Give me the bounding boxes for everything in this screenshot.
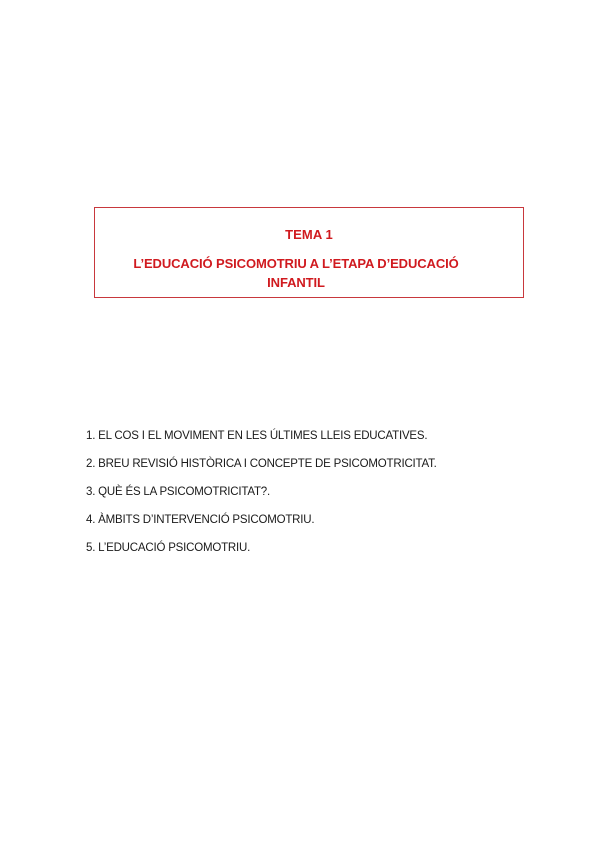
toc-item: 4. ÀMBITS D’INTERVENCIÓ PSICOMOTRIU. [86, 514, 315, 526]
chapter-number: TEMA 1 [285, 227, 333, 242]
toc-item: 3. QUÈ ÉS LA PSICOMOTRICITAT?. [86, 486, 271, 498]
title-box [94, 207, 524, 298]
chapter-title: L’EDUCACIÓ PSICOMOTRIU A L’ETAPA D’EDUCACIÓ INFANTIL [133, 256, 459, 290]
table-of-contents [86, 428, 437, 568]
toc-item: 5. L’EDUCACIÓ PSICOMOTRIU. [86, 542, 251, 554]
toc-item: 2. BREU REVISIÓ HISTÒRICA I CONCEPTE DE PSICOMOTRICITAT. [86, 458, 437, 470]
toc-item: 1. EL COS I EL MOVIMENT EN LES ÚLTIMES LLEIS EDUCATIVES. [86, 430, 428, 442]
